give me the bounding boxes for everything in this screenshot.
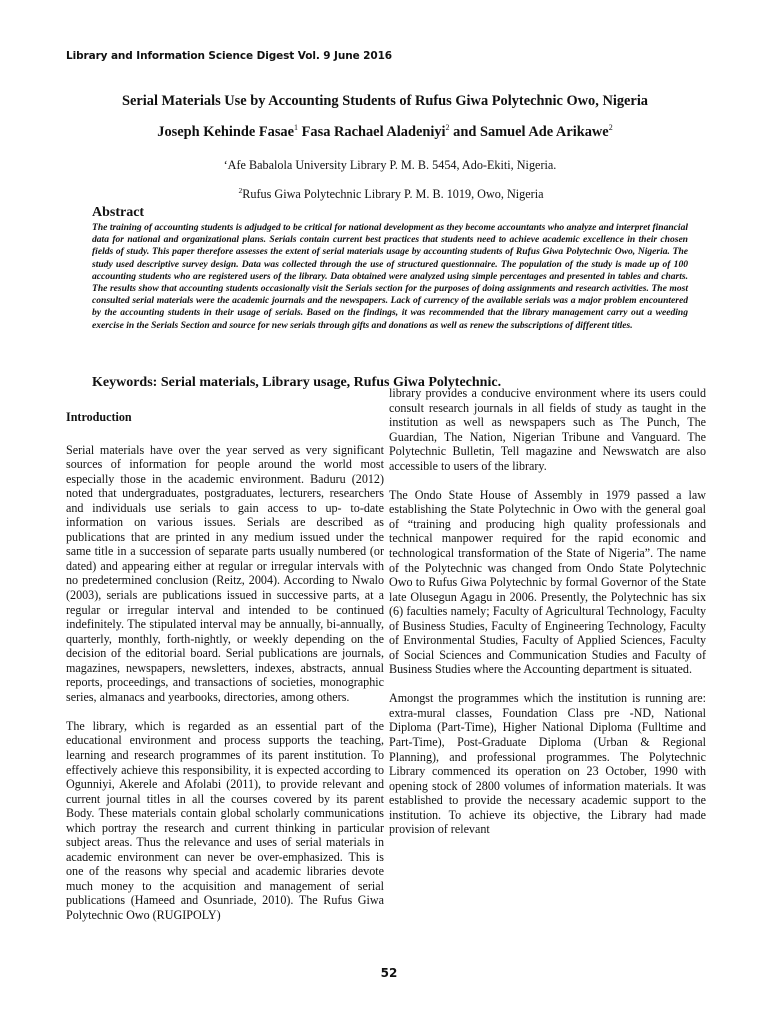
affiliation-marker: 2 [238, 186, 243, 195]
paragraph: Serial materials have over the year served as very significant sources of information for people around the world most especially those in the academic environment. Baduru (2012) noted that undergraduates, postgraduates, lecturers, researchers and individuals use serials to gain access to up- to-date information on various issues. Serials are described as publications that are printed in any medium issued under the same title in a succession of separate parts usually numbered (or dated) and appearing either at regular or irregular intervals with no predetermined conclusion (Reitz, 2004). According to Nwalo (2003), serials are publications issued in successive parts, at a regular or irregular interval and intended to be continued indefinitely. The stipulated interval may be annually, bi-annually, quarterly, monthly, forth-nightly, or weekly depending on the decision of the editorial board. Serial publications are journals, magazines, newspapers, newsletters, indexes, abstracts, annual reports, proceedings, and transactions of societies, monographic series, almanacs and yearbooks, directories, among others. [66, 442, 384, 704]
paragraph: Amongst the programmes which the institution is running are: extra-mural classes, Foundation Class pre -ND, National Diploma (Part-Time), Higher National Diploma (Fulltime and Part-Time), Post-Graduate Diploma (Urban & Regional Planning), and professional programmes. The Polytechnic Library commenced its operation on 23 October, 1990 with opening stock of 2800 volumes of information materials. It was established to provide the necessary academic support to the institution. To achieve its objective, the Library had made provision of relevant [389, 691, 706, 837]
author-affiliation-marker: 2 [445, 123, 450, 132]
author-connector: and [453, 124, 477, 140]
affiliation-text: Rufus Giwa Polytechnic Library P. M. B. 1019, Owo, Nigeria [242, 187, 544, 201]
author-name: Fasa Rachael Aladeniyi [301, 124, 446, 140]
left-column [66, 410, 384, 923]
author-affiliation-marker: 2 [608, 123, 613, 132]
abstract-heading: Abstract [92, 205, 145, 220]
abstract-body: The training of accounting students is adjudged to be critical for national development as they become accountants who analyze and interpret financial data for national and organizational plans. Serials contain current best practices that students need to achieve academic excellence in their chosen fields of study. This paper therefore assesses the extent of serial materials usage by accounting students of Rufus Giwa Polytechnic Owo, Nigeria. The study used descriptive survey design. Data was collected through the use of structured questionnaire. The population of the study is made up of 100 accounting students who are registered users of the library. Data obtained were analyzed using simple percentages and presented in tables and charts. The results show that accounting students occasionally visit the Serials section for the purposes of doing assignments and research activities. The most consulted serial materials were the academic journals and the newspapers. Lack of currency of the available serials was a major problem encountered by the accounting students in their usage of serials. Based on the findings, it was recommended that the library management carry out a weeding exercise in the Serials Section and source for new serials through gifts and donations as well as renew the subscriptions of different titles. [92, 222, 688, 331]
page-number: 52 [380, 966, 398, 980]
affiliation-text: ‘Afe Babalola University Library P. M. B. 5454, Ado-Ekiti, Nigeria. [223, 158, 557, 172]
keywords: Keywords: Serial materials, Library usage, Rufus Giwa Polytechnic. [92, 375, 502, 390]
author-affiliation-marker: 1 [294, 123, 299, 132]
author-line [0, 124, 770, 141]
paragraph: library provides a conducive environment where its users could consult research journals in all fields of study as taught in the institution as well as newspapers such as The Punch, The Guardian, The Nation, Nigerian Tribune and Vanguard. The Polytechnic Bulletin, Tell magazine and Newswatch are also accessible to users of the library. [389, 386, 706, 473]
paragraph: The library, which is regarded as an essential part of the educational environment and process supports the teaching, learning and research programmes of its parent institution. To effectively achieve this responsibility, it is expected according to Ogunniyi, Akerele and Afolabi (2011), to provide relevant and current journal titles in all the courses covered by its parent Body. These materials contain global scholarly communications which portray the research and current thinking in particular subject areas. Thus the relevance and uses of serial materials in academic environment can never be over-emphasized. This is one of the reasons why special and academic libraries devote much money to the acquisition and management of serial publications (Hameed and Osunriade, 2010). The Rufus Giwa Polytechnic Owo (RUGIPOLY) [66, 718, 384, 922]
section-heading-introduction: Introduction [66, 410, 132, 424]
article-title: Serial Materials Use by Accounting Students of Rufus Giwa Polytechnic Owo, Nigeria [121, 93, 649, 109]
author-name: Samuel Ade Arikawe [479, 124, 609, 140]
paragraph: The Ondo State House of Assembly in 1979 passed a law establishing the State Polytechnic in Owo with the general goal of “training and producing high quality professionals and technical manpower required for the rapid economic and technological transformation of the State of Nigeria”. The name of the Polytechnic was changed from Ondo State Polytechnic Owo to Rufus Giwa Polytechnic by formal Governor of the State late Olusegun Agagu in 2006. Presently, the Polytechnic has six (6) faculties namely; Faculty of Agricultural Technology, Faculty of Business Studies, Faculty of Engineering Technology, Faculty of Environmental Studies, Faculty of Applied Sciences, Faculty of Social Sciences and Communication Studies and Faculty of Business Studies where the Accounting department is situated. [389, 487, 706, 677]
running-head: Library and Information Science Digest Vol. 9 June 2016 [66, 50, 392, 62]
author-name: Joseph Kehinde Fasae [157, 124, 295, 140]
right-column [389, 386, 706, 837]
affiliation-1 [0, 158, 770, 173]
affiliation-2 [0, 187, 770, 202]
